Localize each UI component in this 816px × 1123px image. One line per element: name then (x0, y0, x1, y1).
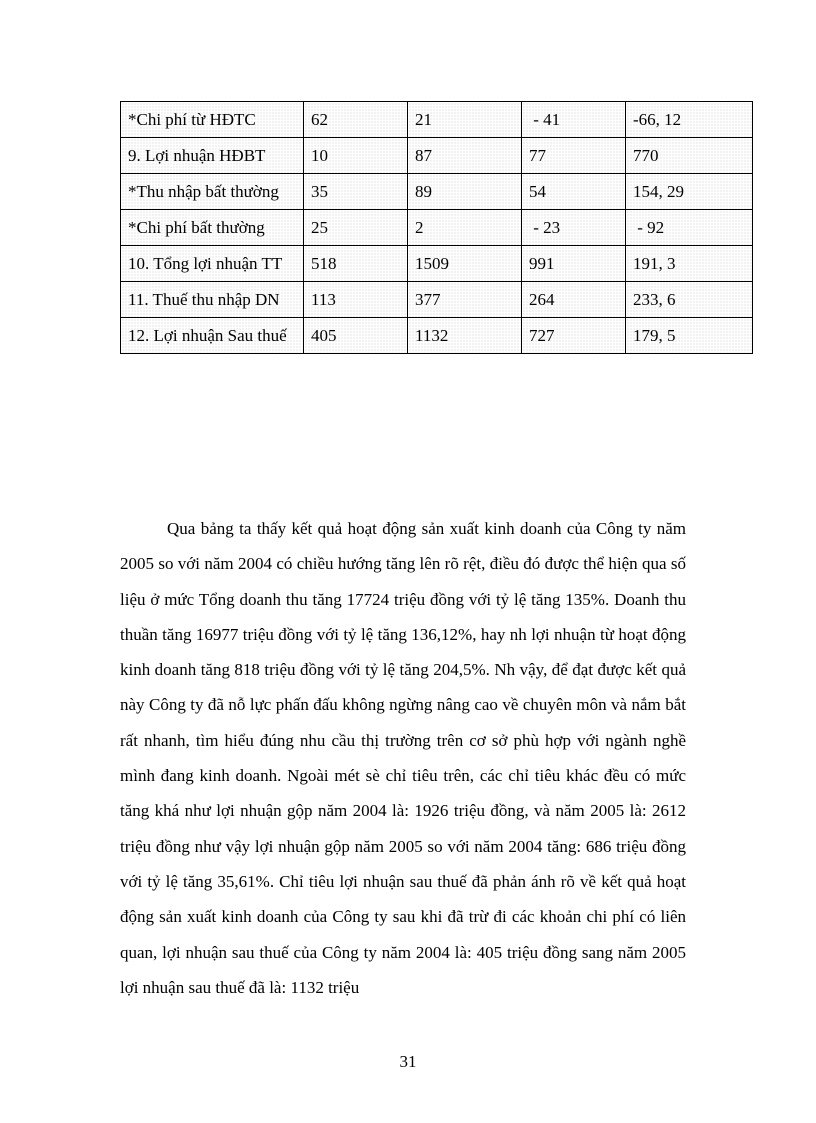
value-2004-cell: 10 (304, 138, 408, 174)
table-row (121, 318, 753, 354)
value-2005-cell: 1132 (408, 318, 522, 354)
value-2005-cell: 377 (408, 282, 522, 318)
table-row (121, 246, 753, 282)
percent-cell: 154, 29 (626, 174, 753, 210)
change-cell: 727 (522, 318, 626, 354)
value-2005-cell: 87 (408, 138, 522, 174)
row-label: *Chi phí bất thường (121, 210, 304, 246)
value-2005-cell: 21 (408, 102, 522, 138)
change-cell: 54 (522, 174, 626, 210)
value-2004-cell: 25 (304, 210, 408, 246)
table-row (121, 102, 753, 138)
change-cell: 991 (522, 246, 626, 282)
value-2004-cell: 113 (304, 282, 408, 318)
change-cell: - 23 (522, 210, 626, 246)
percent-cell: - 92 (626, 210, 753, 246)
table-row (121, 210, 753, 246)
percent-cell: -66, 12 (626, 102, 753, 138)
change-cell: 77 (522, 138, 626, 174)
value-2005-cell: 89 (408, 174, 522, 210)
row-label: 11. Thuế thu nhập DN (121, 282, 304, 318)
value-2004-cell: 518 (304, 246, 408, 282)
value-2005-cell: 1509 (408, 246, 522, 282)
analysis-paragraph: Qua bảng ta thấy kết quả hoạt động sản xuất kinh doanh của Công ty năm 2005 so với năm 2004 có chiều hướng tăng lên rõ rệt, điều đó được thể hiện qua số liệu ở mức Tổng doanh thu tăng 17724 triệu đồng với tỷ lệ tăng 135%. Doanh thu thuần tăng 16977 triệu đồng với tỷ lệ tăng 136,12%, hay nh lợi nhuận từ hoạt động kinh doanh tăng 818 triệu đồng với tỷ lệ tăng 204,5%. Nh vậy, để đạt được kết quả này Công ty đã nỗ lực phấn đấu không ngừng nâng cao về chuyên môn và nắm bắt rất nhanh, tìm hiểu đúng nhu cầu thị trường trên cơ sở phù hợp với ngành nghề mình đang kinh doanh. Ngoài mét sè chỉ tiêu trên, các chỉ tiêu khác đều có mức tăng khá như lợi nhuận gộp năm 2004 là: 1926 triệu đồng, và năm 2005 là: 2612 triệu đồng như vậy lợi nhuận gộp năm 2005 so với năm 2004 tăng: 686 triệu đồng với tỷ lệ tăng 35,61%. Chỉ tiêu lợi nhuận sau thuế đã phản ánh rõ về kết quả hoạt động sản xuất kinh doanh của Công ty sau khi đã trừ đi các khoản chi phí có liên quan, lợi nhuận sau thuế của Công ty năm 2004 là: 405 triệu đồng sang năm 2005 lợi nhuận sau thuế đã là: 1132 triệu (120, 519, 686, 997)
percent-cell: 233, 6 (626, 282, 753, 318)
percent-cell: 191, 3 (626, 246, 753, 282)
value-2005-cell: 2 (408, 210, 522, 246)
value-2004-cell: 35 (304, 174, 408, 210)
row-label: 9. Lợi nhuận HĐBT (121, 138, 304, 174)
row-label: *Thu nhập bất thường (121, 174, 304, 210)
row-label: *Chi phí từ HĐTC (121, 102, 304, 138)
page-number: 31 (399, 1052, 417, 1071)
percent-cell: 179, 5 (626, 318, 753, 354)
table-row (121, 138, 753, 174)
financial-results-table (120, 101, 753, 354)
table-row (121, 174, 753, 210)
change-cell: - 41 (522, 102, 626, 138)
value-2004-cell: 405 (304, 318, 408, 354)
percent-cell: 770 (626, 138, 753, 174)
value-2004-cell: 62 (304, 102, 408, 138)
row-label: 12. Lợi nhuận Sau thuế (121, 318, 304, 354)
table-row (121, 282, 753, 318)
change-cell: 264 (522, 282, 626, 318)
row-label: 10. Tổng lợi nhuận TT (121, 246, 304, 282)
analysis-text (120, 511, 686, 1005)
